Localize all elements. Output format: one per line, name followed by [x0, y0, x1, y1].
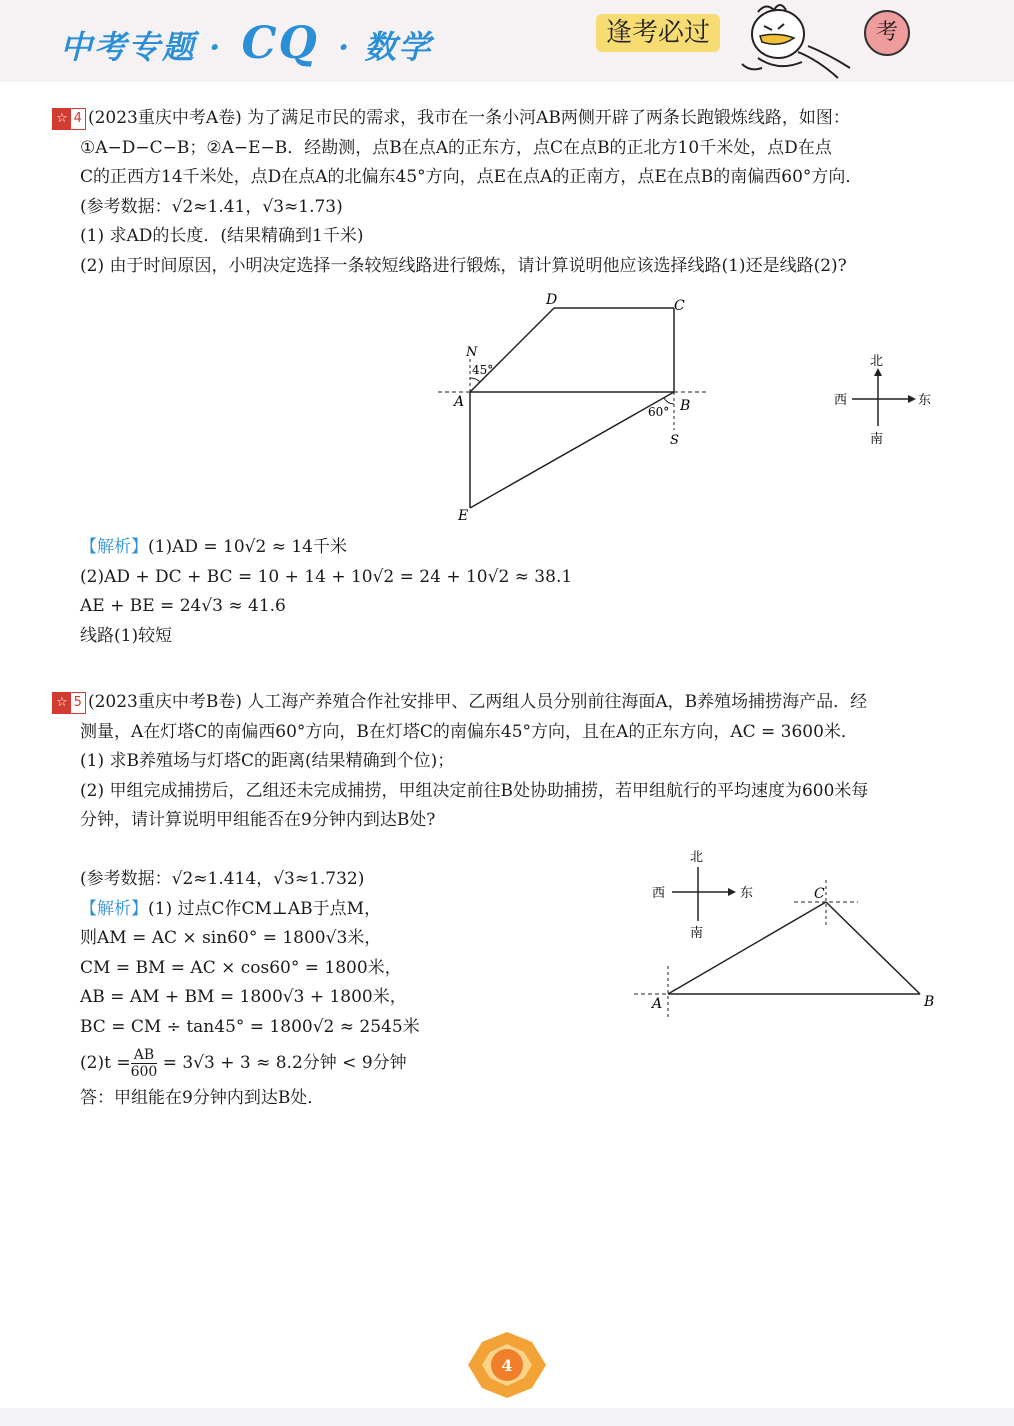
label-C: C — [674, 298, 685, 314]
brand-left: 中考专题 — [60, 28, 197, 66]
q4-route-diagram — [430, 290, 730, 530]
question-line: (1) 求B养殖场与灯塔C的距离(结果精确到个位)； — [80, 751, 455, 771]
label-N: N — [466, 345, 478, 360]
solution-line: BC = CM ÷ tan45° = 1800√2 ≈ 2545米 — [80, 1016, 420, 1037]
question-line: (参考数据：√2≈1.41，√3≈1.73) — [80, 196, 343, 217]
difficulty-badge: ☆ 5 — [52, 692, 86, 714]
compass-south: 南 — [690, 926, 704, 941]
question-line: (2) 由于时间原因，小明决定选择一条较短线路进行锻炼，请计算说明他应该选择线路(1)还是线路(2)? — [80, 255, 847, 276]
label-A: A — [454, 394, 465, 410]
label-E: E — [458, 508, 469, 524]
solution-line: AB = AM + BM = 1800√3 + 1800米， — [80, 987, 407, 1007]
solution-tag: 【解析】 — [80, 898, 148, 919]
question-line: 测量，A在灯塔C的南偏西60°方向，B在灯塔C的南偏东45°方向，且在A的正东方向，AC = 3600米． — [80, 721, 858, 742]
reference-data: (参考数据：√2≈1.414，√3≈1.732) — [80, 869, 365, 889]
solution-line: 【解析】(1) 过点C作CM⊥AB于点M， — [80, 898, 382, 919]
question-line: C的正西方14千米处，点D在点A的北偏东45°方向，点E在点A的正南方，点E在点B的南偏西60°方向． — [80, 167, 863, 187]
star-icon: ☆ — [53, 693, 71, 713]
q5-solution — [80, 865, 420, 1114]
compass-west: 西 — [834, 393, 848, 408]
label-S: S — [670, 433, 679, 448]
brand-right: 数学 — [364, 28, 433, 66]
q5-triangle-diagram — [630, 880, 950, 1030]
fraction: $\frac{AB}{600}$ — [130, 1047, 158, 1080]
solution-line: 则AM = AC × sin60° = 1800√3米， — [80, 928, 382, 948]
bottom-band — [0, 1408, 1014, 1426]
question-line: ☆ 5 (2023重庆中考B卷) 人工海产养殖合作社安排甲、乙两组人员分别前往海面A，B养殖场捕捞海产品．经 — [52, 688, 942, 718]
page-number: 4 — [501, 1356, 513, 1375]
label-B: B — [924, 994, 935, 1010]
compass-south: 南 — [870, 432, 884, 447]
question-line: ☆ 4 (2023重庆中考A卷) 为了满足市民的需求，我市在一条小河AB两侧开辟了两条长跑锻炼线路，如图： — [52, 104, 942, 134]
solution-line: AE + BE = 24√3 ≈ 41.6 — [80, 596, 286, 616]
solution-line: CM = BM = AC × cos60° = 1800米， — [80, 957, 402, 978]
label-angle-45: 45° — [472, 363, 494, 377]
solution-line: 线路(1)较短 — [80, 625, 173, 646]
solution-line: (2)t = $\frac{AB}{600}$ = 3√3 + 3 ≈ 8.2分钟 < 9分钟 — [80, 1047, 407, 1080]
question-5 — [52, 688, 942, 836]
difficulty-badge: ☆ 4 — [52, 108, 86, 130]
compass-north: 北 — [870, 354, 884, 369]
page-header — [0, 0, 1014, 82]
compass-east: 东 — [918, 393, 932, 408]
star-icon: ☆ — [53, 109, 71, 129]
kao-badge: 考 — [864, 10, 910, 56]
brand-dot: · — [337, 28, 352, 66]
east-arrow-icon — [908, 395, 916, 403]
brand-title — [60, 18, 432, 69]
q4-solution — [80, 533, 572, 651]
label-C: C — [814, 886, 825, 902]
question-line: 分钟，请计算说明甲组能否在9分钟内到达B处? — [80, 810, 436, 830]
slogan-banner: 逢考必过 — [596, 14, 720, 52]
solution-line: 【解析】(1)AD = 10√2 ≈ 14千米 — [80, 537, 348, 557]
solution-line: (2)AD + DC + BC = 10 + 14 + 10√2 = 24 + 10√2 ≈ 38.1 — [80, 566, 573, 587]
question-line: (2) 甲组完成捕捞后，乙组还未完成捕捞，甲组决定前往B处协助捕捞，若甲组航行的平均速度为600米每 — [80, 780, 869, 801]
compass-east: 东 — [740, 886, 754, 901]
brand-dot: · — [209, 28, 223, 66]
label-B: B — [680, 398, 691, 414]
answer-line: 答：甲组能在9分钟内到达B处． — [80, 1088, 325, 1108]
label-D: D — [546, 292, 558, 308]
compass-west: 西 — [652, 886, 666, 901]
north-arrow-icon — [874, 368, 882, 376]
question-line: (1) 求AD的长度．(结果精确到1千米) — [80, 226, 364, 246]
q4-compass — [830, 350, 940, 450]
page-number-badge — [462, 1330, 552, 1400]
question-4 — [52, 104, 942, 281]
label-angle-60: 60° — [648, 405, 670, 419]
duck-mascot-icon — [738, 2, 858, 82]
compass-north: 北 — [690, 850, 704, 865]
question-line: ①A−D−C−B；②A−E−B．经勘测，点B在点A的正东方，点C在点B的正北方10千米处，点D在点 — [80, 137, 832, 158]
label-A: A — [652, 996, 663, 1012]
solution-tag: 【解析】 — [80, 537, 148, 557]
brand-logo: CQ — [241, 18, 319, 69]
